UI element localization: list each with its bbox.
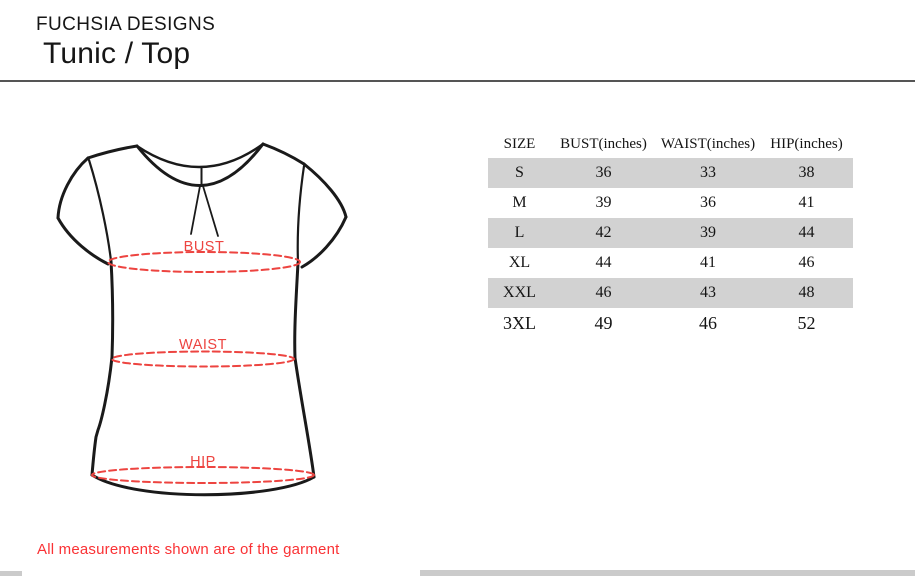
size-cell: M [512,194,527,211]
right-sleeve-hem-line [302,217,346,267]
hip-label: HIP [190,454,216,470]
bust-cell: 39 [595,194,612,211]
table-row-s [488,158,853,188]
header-divider [0,80,915,82]
waist-cell: 33 [700,164,716,181]
bust-cell: 36 [595,164,612,181]
left-shoulder-line [88,146,137,158]
left-sleeve-hem-line [58,218,108,264]
waist-label: WAIST [179,337,227,353]
right-sleeve-outer-line [304,164,346,217]
table-row-xxl [488,278,853,308]
waist-cell: 43 [700,284,716,301]
table-row-3xl [488,308,853,338]
size-cell: 3XL [503,312,536,333]
bust-cell: 46 [595,284,612,301]
table-row-m [488,188,853,218]
column-header-bust: BUST(inches) [560,136,647,152]
measurement-footnote: All measurements shown are of the garment [37,541,340,558]
waist-measure-line [112,352,294,367]
brand-title: FUCHSIA DESIGNS [36,14,216,35]
size-cell: XXL [503,284,536,301]
hip-cell: 38 [798,164,815,181]
bottom-border-right-segment [420,570,915,576]
bust-cell: 42 [595,224,612,241]
waist-cell: 46 [699,312,717,333]
size-cell: S [515,164,524,181]
bottom-border-left-segment [0,571,22,576]
size-cell: L [514,224,525,241]
garment-illustration [20,115,400,535]
right-body-line [295,263,314,477]
table-header-row [488,131,853,158]
bust-cell: 49 [594,312,613,333]
right-shoulder-line [263,144,304,164]
column-header-hip: HIP(inches) [770,136,843,152]
size-cell: XL [508,254,531,271]
size-chart-table [488,131,853,338]
left-sleeve-outer-line [58,158,88,218]
right-armhole-seam [298,166,304,263]
bust-measure-line [108,252,300,272]
table-row-xl [488,248,853,278]
column-header-waist: WAIST(inches) [660,136,756,152]
waist-cell: 41 [700,254,716,271]
hip-cell: 44 [798,224,815,241]
table-row-l [488,218,853,248]
hip-cell: 41 [798,194,815,211]
left-body-line [92,261,113,475]
column-header-size: SIZE [503,136,536,152]
page-title: Tunic / Top [43,37,191,70]
hip-cell: 46 [798,254,815,271]
bust-label: BUST [183,239,225,255]
hip-cell: 52 [797,312,816,333]
pleat-right-line [203,186,218,236]
front-neckline-line [137,144,263,186]
hip-cell: 48 [798,284,815,301]
left-armhole-seam [89,160,111,261]
bust-cell: 44 [595,254,612,271]
pleat-left-line [191,186,200,234]
hem-line [92,475,314,495]
waist-cell: 36 [700,194,716,211]
waist-cell: 39 [700,224,716,241]
